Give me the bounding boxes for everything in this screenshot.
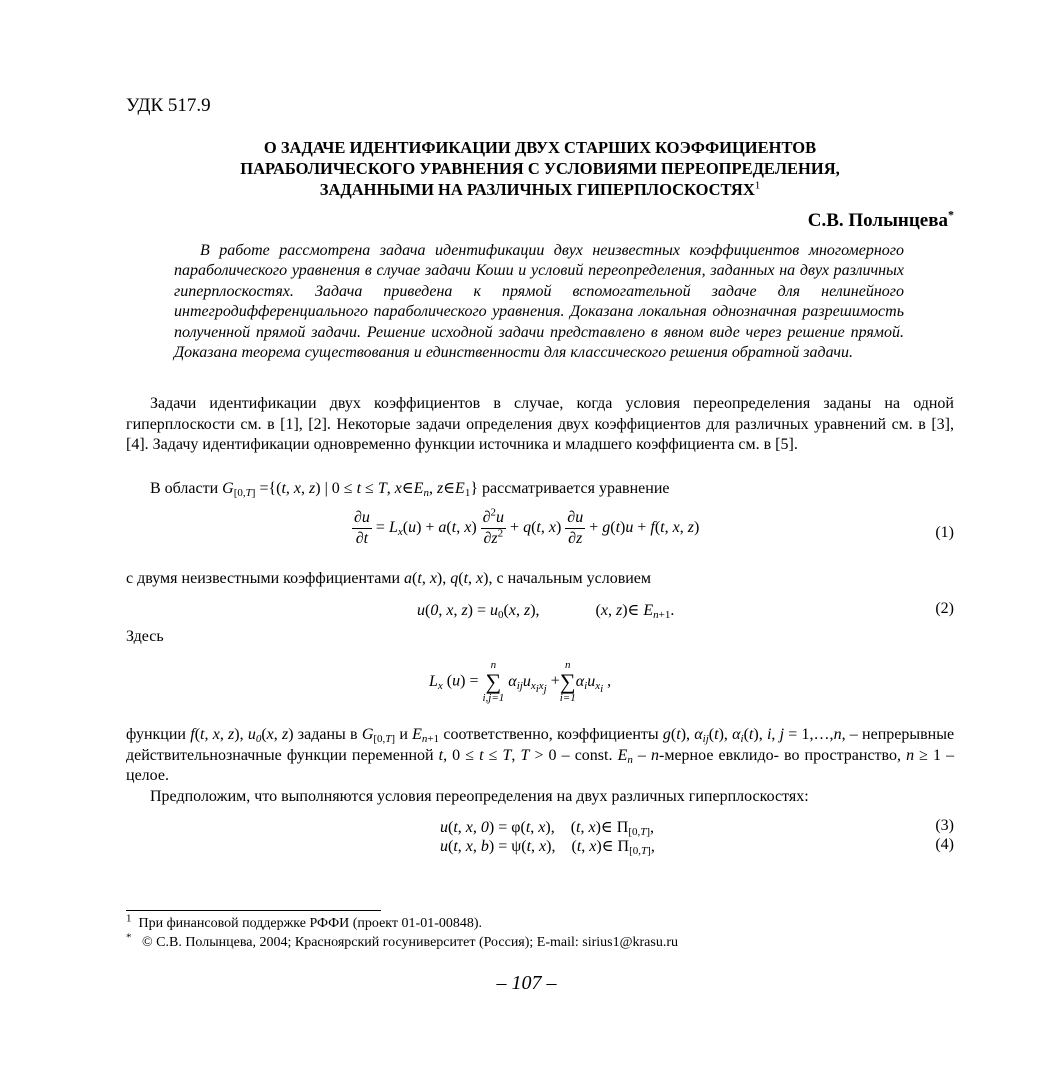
unknowns-line: с двумя неизвестными коэффициентами a(t, x), q(t, x), с начальным условием (126, 570, 652, 587)
equation-number: (2) (935, 600, 954, 617)
intro-paragraph: Задачи идентификации двух коэффициентов в случае, когда условия переопределения заданы на одной гиперплоскости см. в [1], [2]. Некоторые задачи определения двух коэффициентов для различных уравнений см. в [3], [4]. Задачу идентификации одновременно функции источника и младшего коэффициента см. в [5]. (126, 395, 954, 454)
title-footnote-mark: 1 (754, 179, 761, 192)
equation-number: (3) (935, 817, 954, 834)
operator-definition: $L_x$ (u) = n ∑ i,j=1 $\alpha_{ij}u_{x_ix_j}$ + n ∑ i=1 $\alpha_iu_{x_i}$ , (429, 659, 612, 704)
page-number: – 107 – (496, 972, 557, 994)
footnote-1: $^1$ При финансовой поддержке РФФИ (проект 01-01-00848). (126, 912, 483, 931)
paper-title (126, 137, 954, 200)
title-line: ПАРАБОЛИЧЕСКОГО УРАВНЕНИЯ С УСЛОВИЯМИ ПЕРЕОПРЕДЕЛЕНИЯ, (240, 159, 840, 178)
equation-number: (4) (935, 836, 954, 853)
footnote-divider (126, 910, 381, 911)
equation-4: u(t, x, b) = ψ(t, x), (t, x)∈ $\Pi_{[0,T]}$, (440, 838, 655, 857)
author-footnote-mark: * (948, 207, 954, 222)
title-line: О ЗАДАЧЕ ИДЕНТИФИКАЦИИ ДВУХ СТАРШИХ КОЭФФИЦИЕНТОВ (263, 138, 817, 157)
here-word: Здесь (126, 628, 164, 645)
udc-code: УДК 517.9 (126, 95, 211, 116)
equation-2: u(0, x, $z) = u_0(x$, z), (x, z)∈ $E_{n+1}$. (417, 602, 675, 621)
author: С.В. Полынцева* (807, 207, 954, 231)
equation-3: u(t, x, 0) = φ(t, x), (t, x)∈ $\Pi_{[0,T]}$, (440, 819, 655, 838)
equation-1: $\frac{\partial u}{\partial t}$ = $L_x(u) + a(t$, x) $\frac{\partial^2u}{\partial z^2}$ + q(t, x) $\frac{\partial u}{\partial z}$ + g(t)u + f(t, x, z) (354, 506, 700, 547)
functions-paragraph: функции f(t, x, z), $u_0(x$, z) заданы в $G_{[0,T]}$ и $E_{n+1}$ соответственно, коэффициенты g(t), $\alpha_{ij}(t)$, $\alpha_i(t)$, i, j = 1,…,n, – непрерывные действительнозначные функции переменной t, 0 ≤ t ≤ T, T > 0 – const. $E_n$ – n-мерное евклидо- во пространство, n ≥ 1 – целое. (126, 726, 955, 785)
equation-number: (1) (935, 524, 954, 541)
title-line: ЗАДАННЫМИ НА РАЗЛИЧНЫХ ГИПЕРПЛОСКОСТЯХ$^1$ (319, 179, 761, 199)
footnote-author: * © С.В. Полынцева, 2004; Красноярский госуниверситет (Россия); E-mail: sirius1@krasu.ru (126, 931, 679, 950)
assumption-line: Предположим, что выполняются условия переопределения на двух различных гиперплоскостях: (150, 788, 809, 805)
abstract: В работе рассмотрена задача идентификации двух неизвестных коэффициентов многомерного параболического уравнения в случае задачи Коши и условий переопределения, заданных на двух различных гиперплоскостях. Задача приведена к прямой вспомогательной задаче для нелинейного интегродифференциального параболического уравнения. Доказана локальная однозначная разрешимость полученной прямой задачи. Решение исходной задачи представлено в явном виде через решение прямой. Доказана теорема существования и единственности для классического решения обратной задачи. (174, 242, 904, 362)
domain-definition: В области $G_{[0,T]} =\{(t$, x, z) | 0 ≤ t ≤ T, $x\in E_n$, $z\in E_1$} рассматривается уравнение (150, 480, 670, 499)
